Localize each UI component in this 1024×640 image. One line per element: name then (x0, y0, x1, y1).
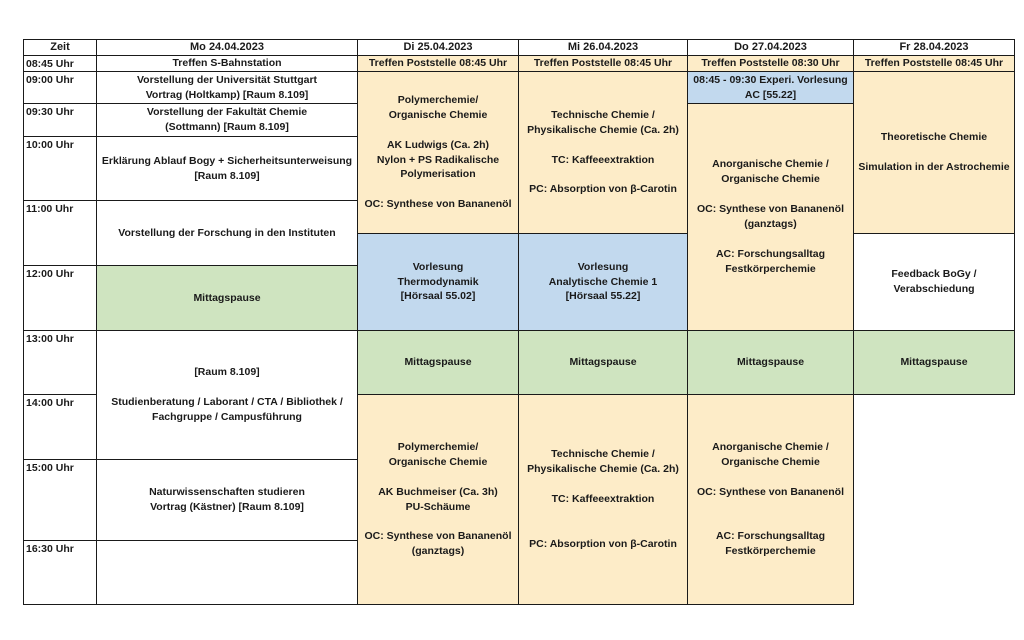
time-label: 10:00 Uhr (23, 136, 97, 201)
block-text: Naturwissenschaften studieren Vortrag (Kästner) [Raum 8.109] (149, 486, 305, 513)
schedule-block (96, 540, 358, 605)
header-day-mo: Mo 24.04.2023 (96, 39, 358, 56)
block-text: Feedback BoGy / Verabschiedung (891, 268, 977, 295)
schedule-block (853, 233, 1015, 331)
time-label: 14:00 Uhr (23, 394, 97, 460)
schedule-block (96, 136, 358, 201)
lunch-block (518, 330, 688, 395)
block-text: Vorstellung der Fakultät Chemie (Sottmann) [Raum 8.109] (146, 106, 308, 133)
schedule-block (96, 200, 358, 266)
block-text: Anorganische Chemie / Organische Chemie OC: Synthese von Bananenöl AC: Forschungsalltag Festkörperchemie (696, 440, 845, 558)
schedule-block (518, 55, 688, 72)
header-day-do: Do 27.04.2023 (687, 39, 854, 56)
time-label: 16:30 Uhr (23, 540, 97, 605)
lunch-block (853, 330, 1015, 395)
block-text: Treffen Poststelle 08:45 Uhr (533, 57, 673, 70)
schedule-block (357, 55, 519, 72)
header-day-di: Di 25.04.2023 (357, 39, 519, 56)
time-label: 08:45 Uhr (23, 55, 97, 72)
time-label: 15:00 Uhr (23, 459, 97, 541)
schedule-block (96, 71, 358, 104)
block-text: Treffen Poststelle 08:45 Uhr (368, 57, 508, 70)
block-text: Mittagspause (569, 356, 637, 369)
header-day-fr: Fr 28.04.2023 (853, 39, 1015, 56)
schedule-block (853, 55, 1015, 72)
schedule-block (687, 394, 854, 605)
time-label: 12:00 Uhr (23, 265, 97, 331)
schedule-block (687, 55, 854, 72)
block-text: Polymerchemie/ Organische Chemie AK Buchmeiser (Ca. 3h) PU-Schäume OC: Synthese von Bananenöl (ganztags) (364, 440, 512, 558)
schedule-block (357, 233, 519, 331)
header-day-mi: Mi 26.04.2023 (518, 39, 688, 56)
lunch-block (357, 330, 519, 395)
time-label: 11:00 Uhr (23, 200, 97, 266)
block-text: Theoretische Chemie Simulation in der Astrochemie (858, 131, 1010, 173)
schedule-block (357, 71, 519, 234)
block-text: Anorganische Chemie / Organische Chemie OC: Synthese von Bananenöl (ganztags) AC: Forschungsalltag Festkörperchemie (696, 158, 845, 275)
schedule-block (853, 71, 1015, 234)
header-zeit: Zeit (23, 39, 97, 56)
block-text: Erklärung Ablauf Bogy + Sicherheitsunterweisung [Raum 8.109] (101, 154, 353, 182)
schedule-block (518, 71, 688, 234)
time-label: 13:00 Uhr (23, 330, 97, 395)
schedule-block (357, 394, 519, 605)
schedule-block (518, 394, 688, 605)
block-text: Technische Chemie / Physikalische Chemie (Ca. 2h) TC: Kaffeeextraktion PC: Absorption von β-Carotin (527, 448, 679, 550)
block-text: Treffen Poststelle 08:30 Uhr (701, 57, 840, 70)
schedule-block (96, 103, 358, 137)
block-text: Treffen S-Bahnstation (172, 57, 282, 70)
block-text: Mittagspause (736, 356, 805, 369)
block-text: Polymerchemie/ Organische Chemie AK Ludwigs (Ca. 2h) Nylon + PS Radikalische Polymerisation OC: Synthese von Bananenöl (364, 93, 512, 211)
lunch-block (687, 330, 854, 395)
block-text: Vorlesung Analytische Chemie 1 [Hörsaal 55.22] (548, 260, 658, 303)
block-text: [Raum 8.109] Studienberatung / Laborant / CTA / Bibliothek / Fachgruppe / Campusführung (111, 366, 343, 423)
schedule-block (518, 233, 688, 331)
block-text: Vorlesung Thermodynamik [Hörsaal 55.02] (397, 260, 479, 303)
schedule-block (687, 103, 854, 331)
schedule-block (96, 330, 358, 460)
block-text: Mittagspause (900, 356, 968, 369)
time-label: 09:30 Uhr (23, 103, 97, 137)
block-text: Technische Chemie / Physikalische Chemie (Ca. 2h) TC: Kaffeeextraktion PC: Absorption von β-Carotin (527, 108, 679, 196)
block-text: Mittagspause (193, 291, 261, 304)
block-text: Vorstellung der Universität Stuttgart Vortrag (Holtkamp) [Raum 8.109] (136, 73, 318, 101)
schedule-block (96, 55, 358, 72)
block-text: Vorstellung der Forschung in den Instituten (118, 226, 336, 239)
schedule-block (687, 71, 854, 104)
lunch-block (96, 265, 358, 331)
time-label: 09:00 Uhr (23, 71, 97, 104)
block-text: 08:45 - 09:30 Experi. Vorlesung AC [55.22] (693, 73, 848, 101)
block-text: Mittagspause (404, 356, 472, 369)
schedule-block (96, 459, 358, 541)
block-text: Treffen Poststelle 08:45 Uhr (864, 57, 1004, 70)
